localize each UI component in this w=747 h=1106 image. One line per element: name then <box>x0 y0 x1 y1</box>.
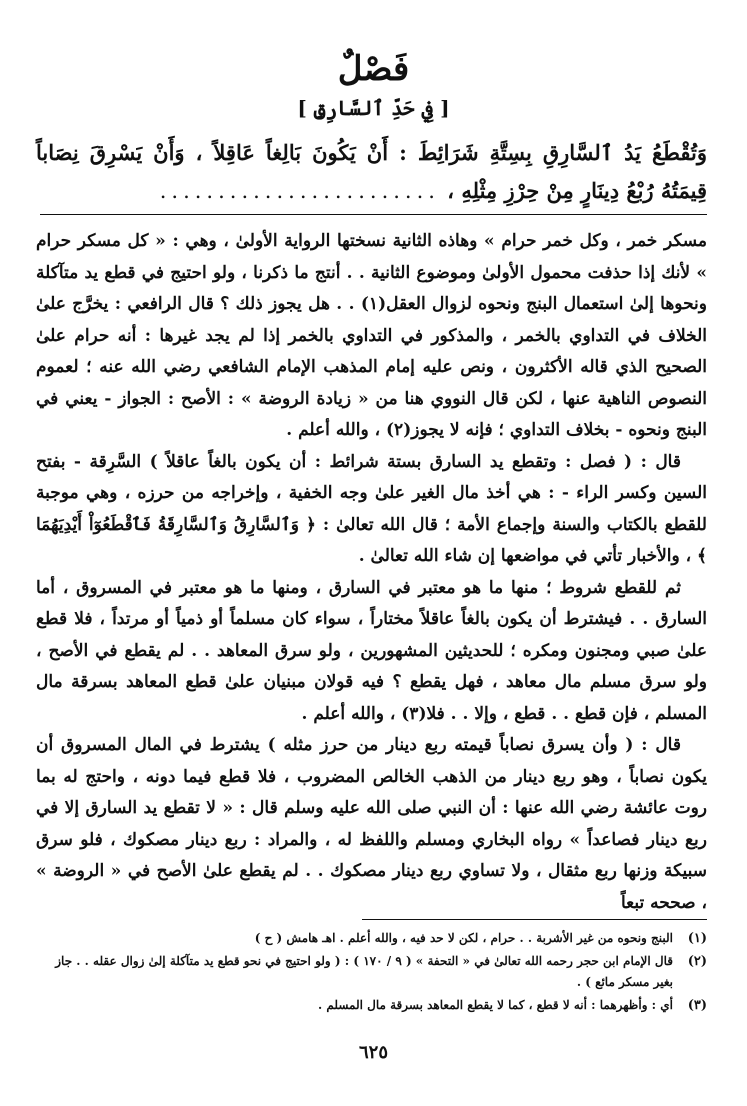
footnotes <box>36 928 707 1018</box>
commentary-paragraph: قال : ( وأن يسرق نصاباً قيمته ربع دينار من حرز مثله ) يشترط في المال المسروق أن يكون نصاباً ، وهو ربع دينار من الذهب الخالص المضروب ، فلا قطع فيما دونه ، واحتج له بما روت عائشة رضي الله عنها : أن النبي صلى الله عليه وسلم قال : « لا تقطع يد السارق إلا في ربع دينار فصاعداً » رواه البخاري ومسلم واللفظ له ، والمراد : ربع دينار مصكوك ، فلو سرق سبيكة وزنها ربع مثقال ، ولا تساوي ربع دينار مصكوك . . لم يقطع علىٰ الأصح في « الروضة » ، صححه تبعاً <box>36 735 707 913</box>
matn-line: وَتُقْطَعُ يَدُ ٱلسَّارِقِ بِسِتَّةِ شَرَائِطَ : أَنْ يَكُونَ بَالِغاً عَاقِلاً ، وَأَنْ يَسْرِقَ نِصَاباً قِيمَتُهُ رُبْعُ دِينَارٍ مِنْ حِرْزِ مِثْلِهِ ، <box>36 140 707 203</box>
matn-dots: ........................ <box>159 179 440 203</box>
footnote-number: (٢) <box>687 954 707 969</box>
footnote <box>36 995 707 1016</box>
commentary-paragraph: مسكر خمر ، وكل خمر حرام » وهاذه الثانية نسختها الرواية الأولىٰ ، وهي : « كل مسكر حرام » لأنك إذا حذفت محمول الأولىٰ وموضوع الثانية . . أنتج ما ذكرنا ، ولو احتيج في قطع يد متآكلة ونحوها إلىٰ استعمال البنج ونحوه لزوال العقل(١) . . هل يجوز ذلك ؟ قال الرافعي : يخرَّج علىٰ الخلاف في التداوي بالخمر ، والمذكور في التداوي بالخمر إذا لم يجد غيرها : أنه حرام علىٰ الصحيح الذي قاله الأكثرون ، ونص عليه إمام المذهب الإمام الشافعي رضي الله عنه ؛ لعموم النصوص الناهية عنها ، لكن قال النووي هنا من « زيادة الروضة » : الأصح : الجواز - يعني في البنج ونحوه - بخلاف التداوي ؛ فإنه لا يجوز(٢) ، والله أعلم . <box>36 231 707 440</box>
section-subheading: [ فِي حَدِّ ٱلسَّارِقِ ] <box>297 96 450 120</box>
matn-text <box>36 134 707 210</box>
footnote-number: (١) <box>687 931 707 946</box>
footnote <box>36 928 707 949</box>
footnote <box>36 951 707 993</box>
commentary-paragraph: قال : ( فصل : وتقطع يد السارق بستة شرائط : أن يكون بالغاً عاقلاً ) السَّرِقة - بفتح السين وكسر الراء - : هي أخذ مال الغير علىٰ وجه الخفية ، وإخراجه من حرزه ، وهي موجبة للقطع بالكتاب والسنة وإجماع الأمة ؛ قال الله تعالىٰ : ﴿ وَٱلسَّارِقُ وَٱلسَّارِقَةُ فَٱقْطَعُوٓاْ أَيْدِيَهُمَا ﴾ ، والأخبار تأتي في مواضعها إن شاء الله تعالىٰ . <box>36 451 707 566</box>
commentary-text <box>36 226 707 919</box>
page-number: ٦٢٥ <box>358 1042 388 1063</box>
footnote-divider <box>362 919 707 920</box>
section-heading: فَصْلٌ <box>337 49 410 89</box>
footnote-text: قال الإمام ابن حجر رحمه الله تعالىٰ في « التحفة » ( ٩ / ١٧٠ ) : ( ولو احتيج في نحو قطع يد متآكلة إلىٰ زوال عقله . . جاز بغير مسكر مائع ) . <box>55 954 673 989</box>
footnote-number: (٣) <box>687 998 707 1013</box>
matn-divider <box>40 214 707 215</box>
commentary-paragraph: ثم للقطع شروط ؛ منها ما هو معتبر في السارق ، ومنها ما هو معتبر في المسروق ، أما السارق . . فيشترط أن يكون بالغاً عاقلاً مختاراً ، سواء كان مسلماً أو ذمياً أو مرتداً ، فلا قطع علىٰ صبي ومجنون ومكره ؛ للحديثين المشهورين ، ولو سرق المعاهد . . لم يقطع في الأصح ، ولو سرق مسلم مال معاهد ، فهل يقطع ؟ فيه قولان مبنيان علىٰ قطع المعاهد بسرقة مال المسلم ، فإن قطع . . قطع ، وإلا . . فلا(٣) ، والله أعلم . <box>36 577 707 724</box>
footnote-text: البنج ونحوه من غير الأشربة . . حرام ، لكن لا حد فيه ، والله أعلم . اهـ هامش ( ح ) <box>254 931 673 945</box>
footnote-text: أي : وأظهرهما : أنه لا قطع ، كما لا يقطع المعاهد بسرقة مال المسلم . <box>318 998 673 1012</box>
